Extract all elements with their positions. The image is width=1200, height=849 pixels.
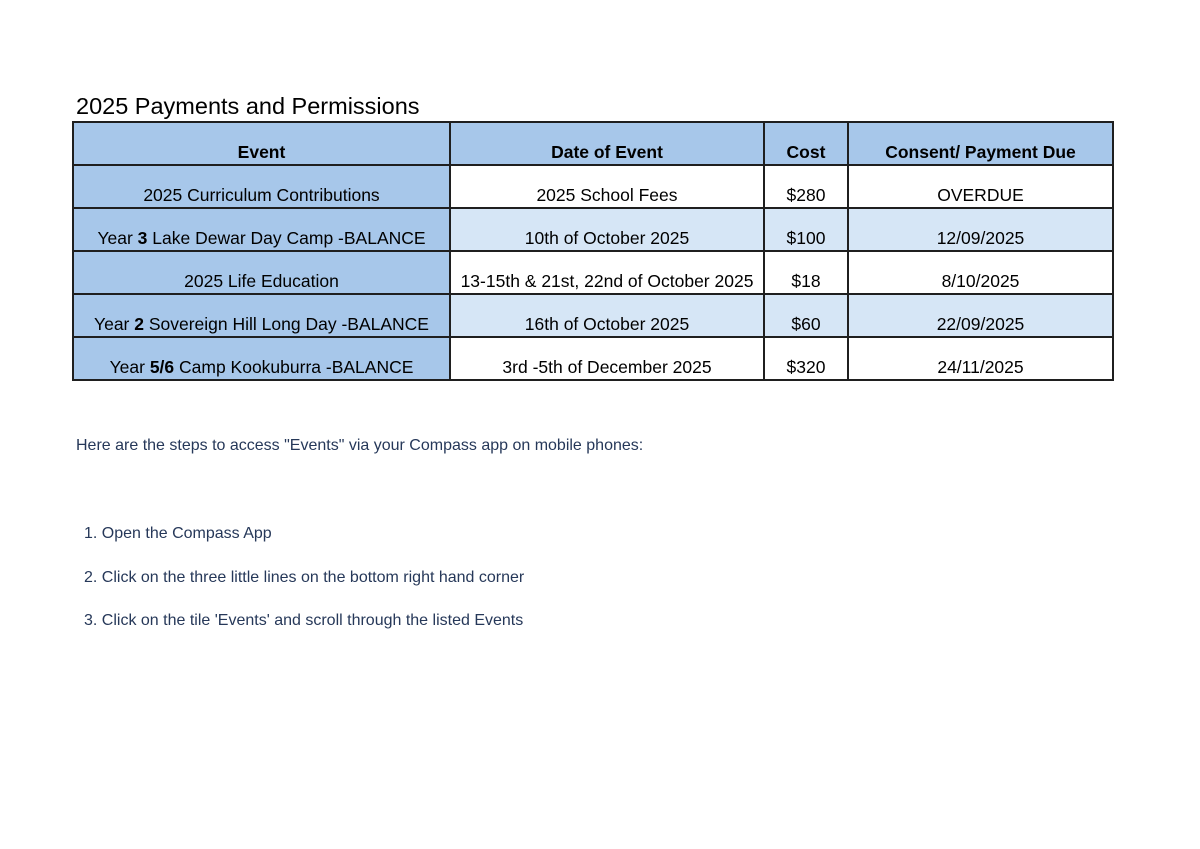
event-prefix: Year — [109, 357, 150, 377]
instructions-steps — [84, 516, 524, 647]
event-prefix: Year — [97, 228, 138, 248]
due-cell: 22/09/2025 — [848, 294, 1113, 337]
due-cell: 12/09/2025 — [848, 208, 1113, 251]
event-cell — [73, 165, 450, 208]
event-year: 2 — [134, 314, 144, 334]
date-cell: 2025 School Fees — [450, 165, 764, 208]
event-cell — [73, 294, 450, 337]
event-cell — [73, 337, 450, 380]
date-cell: 16th of October 2025 — [450, 294, 764, 337]
cost-cell: $320 — [764, 337, 848, 380]
event-name: Camp Kookuburra -BALANCE — [174, 357, 414, 377]
date-cell: 10th of October 2025 — [450, 208, 764, 251]
table-row — [73, 294, 1113, 337]
payments-table — [72, 121, 1114, 381]
event-year: 5/6 — [149, 357, 175, 377]
instructions-intro: Here are the steps to access "Events" via your Compass app on mobile phones: — [76, 437, 644, 454]
step-item: 3. Click on the tile 'Events' and scroll through the listed Events — [84, 612, 524, 629]
event-prefix: Year — [94, 314, 135, 334]
cost-cell: $60 — [764, 294, 848, 337]
date-cell: 3rd -5th of December 2025 — [450, 337, 764, 380]
header-date-of-event: Date of Event — [450, 122, 764, 165]
header-consent-payment-due: Consent/ Payment Due — [848, 122, 1113, 165]
table-row — [73, 208, 1113, 251]
header-event: Event — [73, 122, 450, 165]
cost-cell: $100 — [764, 208, 848, 251]
event-name: 2025 Life Education — [184, 271, 339, 291]
table-row — [73, 337, 1113, 380]
step-item: 2. Click on the three little lines on the bottom right hand corner — [84, 568, 525, 586]
due-cell: 8/10/2025 — [848, 251, 1113, 294]
event-name: Lake Dewar Day Camp -BALANCE — [147, 228, 426, 248]
header-cost: Cost — [764, 122, 848, 165]
event-cell — [73, 251, 450, 294]
event-cell — [73, 208, 450, 251]
table-row — [73, 165, 1113, 208]
page-title: 2025 Payments and Permissions — [76, 93, 420, 119]
event-year: 3 — [137, 228, 148, 248]
step-item: 1. Open the Compass App — [84, 525, 272, 542]
table-row — [73, 251, 1113, 294]
event-name: Sovereign Hill Long Day -BALANCE — [143, 314, 429, 334]
table-header-row — [73, 122, 1113, 165]
date-cell: 13-15th & 21st, 22nd of October 2025 — [450, 251, 764, 294]
event-name: 2025 Curriculum Contributions — [143, 185, 380, 205]
cost-cell: $280 — [764, 165, 848, 208]
due-cell: OVERDUE — [848, 165, 1113, 208]
due-cell: 24/11/2025 — [848, 337, 1113, 380]
cost-cell: $18 — [764, 251, 848, 294]
